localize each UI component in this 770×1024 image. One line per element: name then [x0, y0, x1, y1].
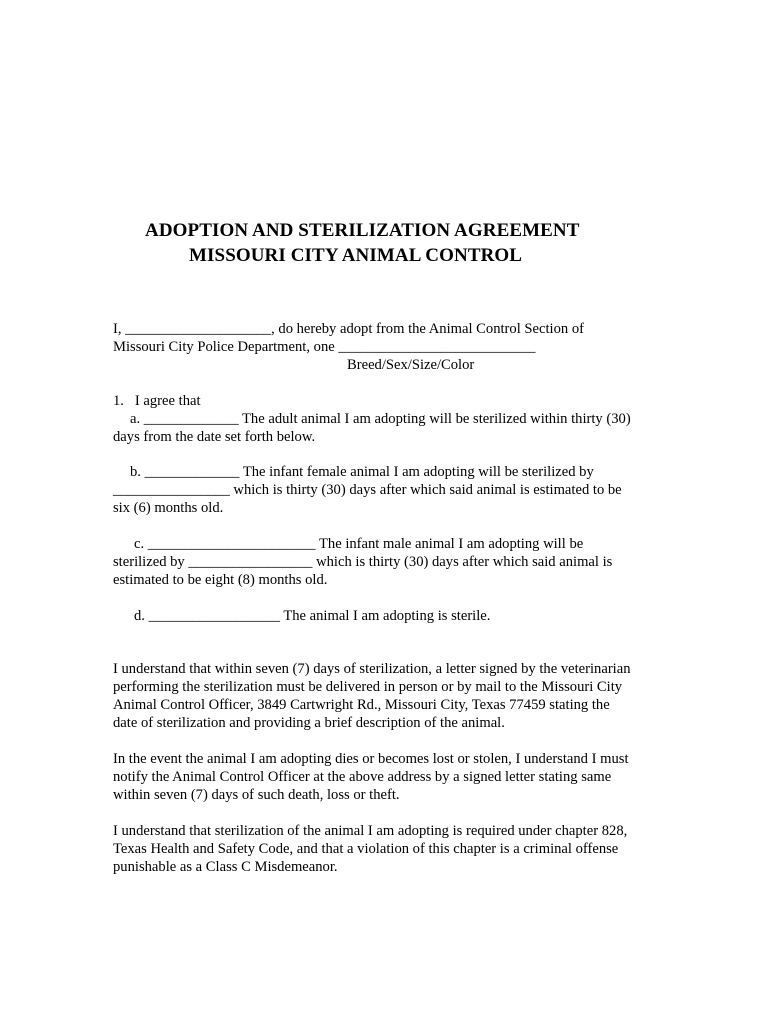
- intro-line-1: I, ____________________, do hereby adopt from the Animal Control Section of: [113, 321, 584, 337]
- paragraph-3-line-1: I understand that sterilization of the animal I am adopting is required under chapter 828,: [113, 823, 628, 839]
- item-b-line-3: six (6) months old.: [113, 500, 224, 516]
- paragraph-2-line-3: within seven (7) days of such death, loss or theft.: [113, 787, 400, 803]
- breed-sex-size-color-caption: Breed/Sex/Size/Color: [347, 357, 475, 373]
- item-b-line-2: ________________ which is thirty (30) days after which said animal is estimated to be: [113, 482, 622, 498]
- document-title-line-2: MISSOURI CITY ANIMAL CONTROL: [189, 245, 523, 266]
- paragraph-3-line-3: punishable as a Class C Misdemeanor.: [113, 859, 338, 875]
- section-1-heading: 1. I agree that: [113, 393, 201, 409]
- item-c-line-2: sterilized by _________________ which is thirty (30) days after which said animal is: [113, 554, 613, 570]
- intro-line-2: Missouri City Police Department, one ___________________________: [113, 339, 536, 355]
- paragraph-1-line-1: I understand that within seven (7) days of sterilization, a letter signed by the veterinarian: [113, 661, 631, 677]
- item-d-line-1: d. __________________ The animal I am adopting is sterile.: [134, 608, 491, 624]
- item-a-line-2: days from the date set forth below.: [113, 429, 316, 445]
- paragraph-2-line-2: notify the Animal Control Officer at the above address by a signed letter stating same: [113, 769, 612, 785]
- item-a-line-1: a. _____________ The adult animal I am adopting will be sterilized within thirty (30): [130, 411, 631, 427]
- item-c-line-3: estimated to be eight (8) months old.: [113, 572, 328, 588]
- paragraph-1-line-4: date of sterilization and providing a brief description of the animal.: [113, 715, 505, 731]
- paragraph-2-line-1: In the event the animal I am adopting dies or becomes lost or stolen, I understand I must: [113, 751, 629, 767]
- document-title-line-1: ADOPTION AND STERILIZATION AGREEMENT: [145, 220, 580, 241]
- paragraph-1-line-2: performing the sterilization must be delivered in person or by mail to the Missouri City: [113, 679, 623, 695]
- item-c-line-1: c. _______________________ The infant male animal I am adopting will be: [134, 536, 584, 552]
- item-b-line-1: b. _____________ The infant female animal I am adopting will be sterilized by: [130, 464, 594, 480]
- paragraph-1-line-3: Animal Control Officer, 3849 Cartwright Rd., Missouri City, Texas 77459 stating the: [113, 697, 610, 713]
- paragraph-3-line-2: Texas Health and Safety Code, and that a violation of this chapter is a criminal offense: [113, 841, 619, 857]
